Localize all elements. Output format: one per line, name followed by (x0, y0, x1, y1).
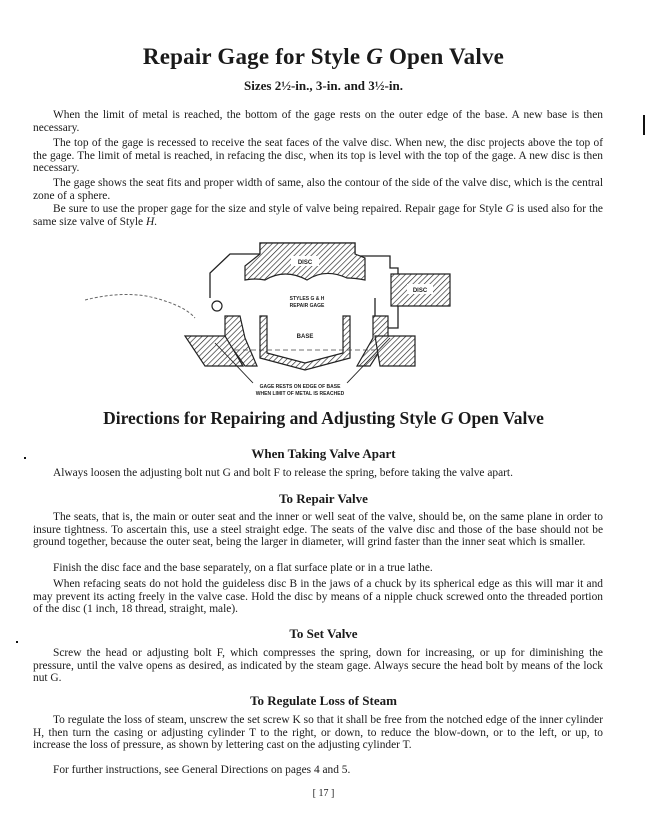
diagram-caption-1: GAGE RESTS ON EDGE OF BASE (259, 384, 341, 390)
section-heading-repair: To Repair Valve (279, 491, 368, 506)
gage-label-1: STYLES G & H (289, 296, 325, 302)
set-valve-paragraph: Screw the head or adjusting bolt F, which compresses the spring, down for increasing, or up for diminishing the pressure, until the valve opens as desired, as indicated by the steam gage. Always secure the head bolt by means of the lock nut G. (33, 647, 603, 685)
repair-paragraph-1: The seats, that is, the main or outer seat and the inner or well seat of the valve, should be, on the same plane in order to insure tightness. To ascertain this, use a steel straight edge. The seats of the valve disc and those of the base should not be ground together, because the outer seat, being the larger in diameter, will grind faster than the inner seat which is smaller. (33, 511, 603, 549)
disc-label: DISC (297, 260, 313, 266)
base-right-block (375, 336, 415, 366)
taking-apart-paragraph: Always loosen the adjusting bolt nut G and bolt F to release the spring, before taking the valve apart. (53, 467, 513, 479)
page-subtitle: Sizes 2½-in., 3-in. and 3½-in. (244, 78, 403, 93)
scan-mark (24, 457, 26, 459)
intro-paragraph-3: The gage shows the seat fits and proper width of same, also the contour of the side of the valve disc, which is the central zone of a sphere. (33, 177, 603, 202)
intro-paragraph-4 (33, 203, 603, 228)
section-heading-set-valve: To Set Valve (289, 626, 358, 641)
page-number: [ 17 ] (312, 788, 335, 799)
title-text: Repair Gage for Style (142, 44, 367, 69)
repair-paragraph-2: Finish the disc face and the base separately, on a flat surface plate or in a true lathe. (53, 562, 433, 574)
base-label: BASE (296, 334, 314, 340)
section-heading-regulate: To Regulate Loss of Steam (250, 693, 397, 708)
scratch-mark (85, 294, 195, 318)
scan-mark (643, 115, 645, 135)
scan-mark (16, 641, 18, 643)
diagram-caption-2: WHEN LIMIT OF METAL IS REACHED (255, 391, 345, 397)
heading-text: Directions for Repairing and Adjusting Style (103, 408, 441, 428)
disc-right-label: DISC (412, 288, 428, 294)
page-title (0, 44, 647, 70)
heading-text-end: Open Valve (453, 408, 544, 428)
gage-hole (212, 301, 222, 311)
text-run: is used also for the same size valve of Style (33, 203, 603, 228)
title-style-letter: G (366, 44, 384, 69)
text-run: Be sure to use the proper gage for the size and style of valve being repaired. Repair gage for Style (53, 203, 506, 215)
repair-gage-diagram (85, 238, 455, 398)
style-letter: G (505, 203, 514, 215)
regulate-paragraph-1: To regulate the loss of steam, unscrew the set screw K so that it shall be free from the notched edge of the inner cylinder H, then turn the casing or adjusting cylinder T to the right, or down, to reduce the blow-down, or to the left, or up, to increase the loss of pressure, as shown by lettering cast on the adjusting cylinder T. (33, 714, 603, 752)
repair-paragraph-3: When refacing seats do not hold the guideless disc B in the jaws of a chuck by its spherical edge as this will mar it and may prevent its acting freely in the valve case. Hold the disc by means of a nipple chuck screwed onto the threaded portion of the disc (1 inch, 18 thread, straight, male). (33, 578, 603, 616)
directions-heading (0, 408, 647, 429)
intro-paragraph-2: The top of the gage is recessed to receive the seat faces of the valve disc. When new, the disc projects above the top of the gage. The limit of metal is reached, in refacing the disc, when its top is level with the top of the gage. A new disc is then necessary. (33, 137, 603, 175)
heading-style-letter: G (440, 408, 454, 428)
base-body (260, 316, 350, 370)
style-letter: H (145, 215, 155, 228)
gage-label-2: REPAIR GAGE (289, 303, 325, 309)
section-heading-taking-apart: When Taking Valve Apart (251, 446, 396, 461)
regulate-paragraph-2: For further instructions, see General Directions on pages 4 and 5. (53, 764, 351, 776)
title-text-end: Open Valve (383, 44, 505, 69)
text-run: . (154, 215, 158, 228)
intro-paragraph-1: When the limit of metal is reached, the bottom of the gage rests on the outer edge of the base. A new base is then necessary. (33, 109, 603, 134)
